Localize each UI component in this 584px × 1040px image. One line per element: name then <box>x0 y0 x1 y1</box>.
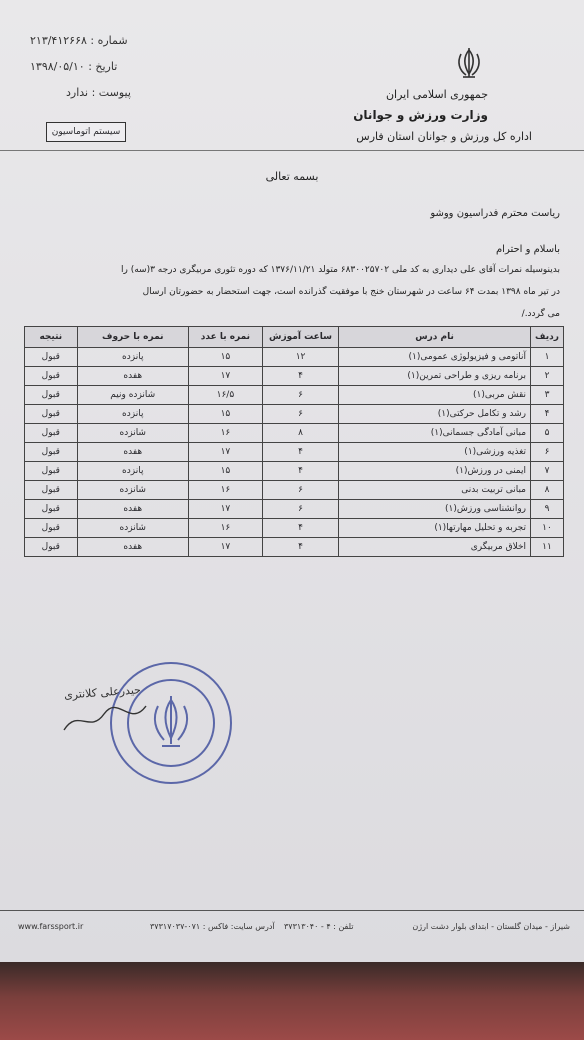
cell-grade-words: هفده <box>77 443 188 462</box>
system-stamp: سیستم اتوماسیون <box>46 122 126 142</box>
cell-grade-number: ۱۶ <box>188 519 262 538</box>
cell-result: قبول <box>25 443 78 462</box>
ministry-name: وزارت ورزش و جوانان <box>353 108 488 122</box>
col-hours-header: ساعت آموزش <box>262 327 338 348</box>
cell-grade-number: ۱۵ <box>188 462 262 481</box>
cell-grade-words: شانزده <box>77 481 188 500</box>
cell-grade-number: ۱۵ <box>188 348 262 367</box>
cell-row: ۱ <box>531 348 564 367</box>
cell-row: ۸ <box>531 481 564 500</box>
cell-grade-words: هفده <box>77 500 188 519</box>
cell-course: آناتومی و فیزیولوژی عمومی(۱) <box>339 348 531 367</box>
cell-course: تجربه و تحلیل مهارتها(۱) <box>339 519 531 538</box>
table-row <box>25 538 564 557</box>
cell-result: قبول <box>25 367 78 386</box>
table-row <box>25 481 564 500</box>
grades-body <box>25 348 564 557</box>
invocation: بسمه تعالی <box>265 170 319 183</box>
letter-number: شماره : ۲۱۳/۴۱۲۶۶۸ <box>30 34 128 47</box>
cell-grade-number: ۱۶ <box>188 481 262 500</box>
footer-divider <box>0 910 584 911</box>
cell-row: ۱۰ <box>531 519 564 538</box>
col-grade-words-header: نمره با حروف <box>77 327 188 348</box>
cell-row: ۷ <box>531 462 564 481</box>
footer-address: شیراز - میدان گلستان - ابتدای بلوار دشت ارژن <box>412 922 570 931</box>
cell-course: رشد و تکامل حرکتی(۱) <box>339 405 531 424</box>
cell-result: قبول <box>25 386 78 405</box>
cell-course: مبانی آمادگی جسمانی(۱) <box>339 424 531 443</box>
signatory-name: حیدرعلی کلانتری <box>63 683 142 702</box>
cell-hours: ۸ <box>262 424 338 443</box>
cell-row: ۲ <box>531 367 564 386</box>
letter-attachment: پیوست : ندارد <box>66 86 131 99</box>
footer-fax: آدرس سایت: فاکس : ۰۷۱-۳۷۳۱۷۰۳۷ <box>150 922 275 931</box>
table-row <box>25 386 564 405</box>
col-course-header: نام درس <box>339 327 531 348</box>
gov-line1: جمهوری اسلامی ایران <box>385 88 488 101</box>
col-row-header: ردیف <box>531 327 564 348</box>
header-divider <box>0 150 584 151</box>
cell-result: قبول <box>25 462 78 481</box>
cell-hours: ۴ <box>262 538 338 557</box>
cell-hours: ۴ <box>262 462 338 481</box>
col-grade-number-header: نمره با عدد <box>188 327 262 348</box>
background-surface <box>0 962 584 1040</box>
cell-grade-number: ۱۷ <box>188 443 262 462</box>
table-row <box>25 519 564 538</box>
cell-grade-number: ۱۶ <box>188 424 262 443</box>
cell-result: قبول <box>25 348 78 367</box>
table-row <box>25 348 564 367</box>
cell-course: ایمنی در ورزش(۱) <box>339 462 531 481</box>
cell-hours: ۶ <box>262 405 338 424</box>
cell-grade-words: شانزده <box>77 424 188 443</box>
table-row <box>25 405 564 424</box>
signature-scribble-icon <box>60 700 150 740</box>
cell-grade-words: شانزده ونیم <box>77 386 188 405</box>
cell-row: ۵ <box>531 424 564 443</box>
cell-result: قبول <box>25 424 78 443</box>
cell-grade-words: پانزده <box>77 348 188 367</box>
cell-grade-number: ۱۷ <box>188 500 262 519</box>
cell-course: مبانی تربیت بدنی <box>339 481 531 500</box>
cell-grade-words: پانزده <box>77 462 188 481</box>
footer-phone: تلفن : ۴ - ۳۷۳۱۳۰۴۰ <box>284 922 354 931</box>
col-result-header: نتیجه <box>25 327 78 348</box>
cell-grade-words: هفده <box>77 367 188 386</box>
cell-grade-words: شانزده <box>77 519 188 538</box>
body-line-3: می گردد./ <box>521 309 560 319</box>
cell-result: قبول <box>25 500 78 519</box>
cell-result: قبول <box>25 481 78 500</box>
cell-hours: ۶ <box>262 500 338 519</box>
letter-date: تاریخ : ۱۳۹۸/۰۵/۱۰ <box>30 60 118 73</box>
cell-hours: ۶ <box>262 481 338 500</box>
cell-course: تغذیه ورزشی(۱) <box>339 443 531 462</box>
grades-table <box>24 326 564 557</box>
cell-result: قبول <box>25 405 78 424</box>
cell-row: ۱۱ <box>531 538 564 557</box>
body-line-1: بدینوسیله نمرات آقای علی دیداری به کد ملی ۶۸۳۰۰۲۵۷۰۲ متولد ۱۳۷۶/۱۱/۲۱ که دوره تئوری مربیگری درجه ۳(سه) را <box>120 265 560 275</box>
cell-grade-words: پانزده <box>77 405 188 424</box>
cell-hours: ۴ <box>262 519 338 538</box>
table-row <box>25 424 564 443</box>
directorate-name: اداره کل ورزش و جوانان استان فارس <box>356 130 532 143</box>
cell-row: ۴ <box>531 405 564 424</box>
table-row <box>25 443 564 462</box>
iran-emblem-icon <box>452 46 486 80</box>
cell-hours: ۴ <box>262 367 338 386</box>
table-row <box>25 500 564 519</box>
cell-hours: ۴ <box>262 443 338 462</box>
footer-website: www.farssport.ir <box>18 922 84 931</box>
cell-grade-number: ۱۷ <box>188 367 262 386</box>
cell-grade-number: ۱۶/۵ <box>188 386 262 405</box>
cell-hours: ۶ <box>262 386 338 405</box>
cell-row: ۹ <box>531 500 564 519</box>
cell-course: برنامه ریزی و طراحی تمرین(۱) <box>339 367 531 386</box>
greeting: باسلام و احترام <box>495 244 560 255</box>
cell-result: قبول <box>25 519 78 538</box>
cell-grade-number: ۱۵ <box>188 405 262 424</box>
cell-course: اخلاق مربیگری <box>339 538 531 557</box>
cell-course: نقش مربی(۱) <box>339 386 531 405</box>
table-row <box>25 367 564 386</box>
cell-grade-number: ۱۷ <box>188 538 262 557</box>
cell-row: ۳ <box>531 386 564 405</box>
recipient: ریاست محترم فدراسیون ووشو <box>430 208 560 219</box>
cell-row: ۶ <box>531 443 564 462</box>
cell-course: روانشناسی ورزش(۱) <box>339 500 531 519</box>
cell-grade-words: هفده <box>77 538 188 557</box>
body-line-2: در تیر ماه ۱۳۹۸ بمدت ۶۴ ساعت در شهرستان خنج با موفقیت گذرانده است، جهت استحضار به حضورتان ارسال <box>142 287 560 297</box>
table-row <box>25 462 564 481</box>
cell-hours: ۱۲ <box>262 348 338 367</box>
table-header-row <box>25 327 564 348</box>
cell-result: قبول <box>25 538 78 557</box>
